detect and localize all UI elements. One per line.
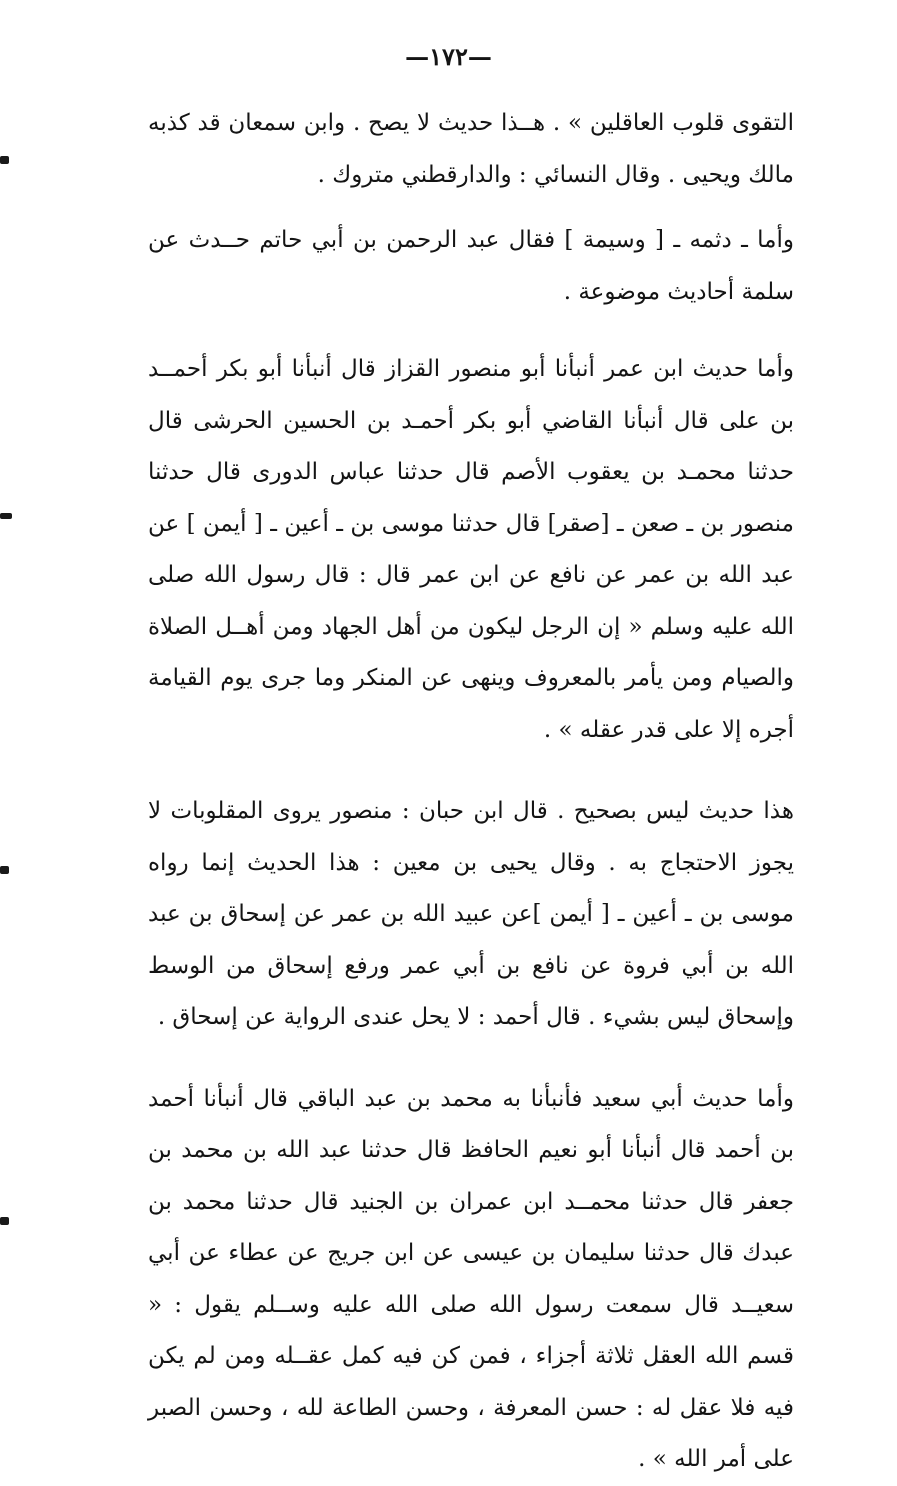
paragraph-5: وأما حديث أبي سعيد فأنبأنا به محمد بن عبد الباقي قال أنبأنا أحمد بن أحمد قال أنبأنا أبو نعيم الحافظ قال حدثنا عبد الله بن محمد بن جعفر قال حدثنا محمــد ابن عمران بن الجنيد قال حدثنا محمد بن عبدك قال حدثنا سليمان بن عيسى عن ابن جريج عن عطاء عن أبي سعيــد قال سمعت رسول الله صلى الله عليه وســلم يقول : « قسم الله العقل ثلاثة أجزاء ، فمن كن فيه كمل عقــله ومن لم يكن فيه فلا عقل له : حسن المعرفة ، وحسن الطاعة لله ، وحسن الصبر على أمر الله » . [148,1085,794,1472]
scan-edge-mark [0,1217,9,1225]
paragraph-2: وأما ـ دثمه ـ [ وسيمة ] فقال عبد الرحمن بن أبي حاتم حــدث عن سلمة أحاديث موضوعة . [148,227,794,305]
paragraph-4: هذا حديث ليس بصحيح . قال ابن حبان : منصور يروى المقلوبات لا يجوز الاحتجاج به . وقال يحيى بن معين : هذا الحديث إنما رواه موسى بن ـ أعين ـ [ أيمن ]عن عبيد الله بن عمر عن إسحاق بن عبد الله بن أبي فروة عن نافع بن أبي عمر ورفع إسحاق من الوسط وإسحاق ليس بشيء . قال أحمد : لا يحل عندى الرواية عن إسحاق . [148,798,794,1030]
scan-edge-mark [0,866,9,874]
scan-edge-mark [0,513,12,519]
paragraph-3: وأما حديث ابن عمر أنبأنا أبو منصور القزاز قال أنبأنا أبو بكر أحمــد بن على قال أنبأنا القاضي أبو بكر أحمـد بن الحسين الحرشى قال حدثنا محمـد بن يعقوب الأصم قال حدثنا عباس الدورى قال حدثنا منصور بن ـ صعن ـ [صقر] قال حدثنا موسى بن ـ أعين ـ [ أيمن ] عن عبد الله بن عمر عن نافع عن ابن عمر قال : قال رسول الله صلى الله عليه وسلم « إن الرجل ليكون من أهل الجهاد ومن أهــل الصلاة والصيام ومن يأمر بالمعروف وينهى عن المنكر وما جرى يوم القيامة أجره إلا على قدر عقله » . [148,356,794,743]
paragraph-1: التقوى قلوب العاقلين » . هــذا حديث لا يصح . وابن سمعان قد كذبه مالك ويحيى . وقال النسائي : والدارقطني متروك . [148,110,794,188]
page-number: —١٧٢— [405,42,492,71]
page-body [148,98,794,1486]
scan-edge-mark [0,156,9,164]
